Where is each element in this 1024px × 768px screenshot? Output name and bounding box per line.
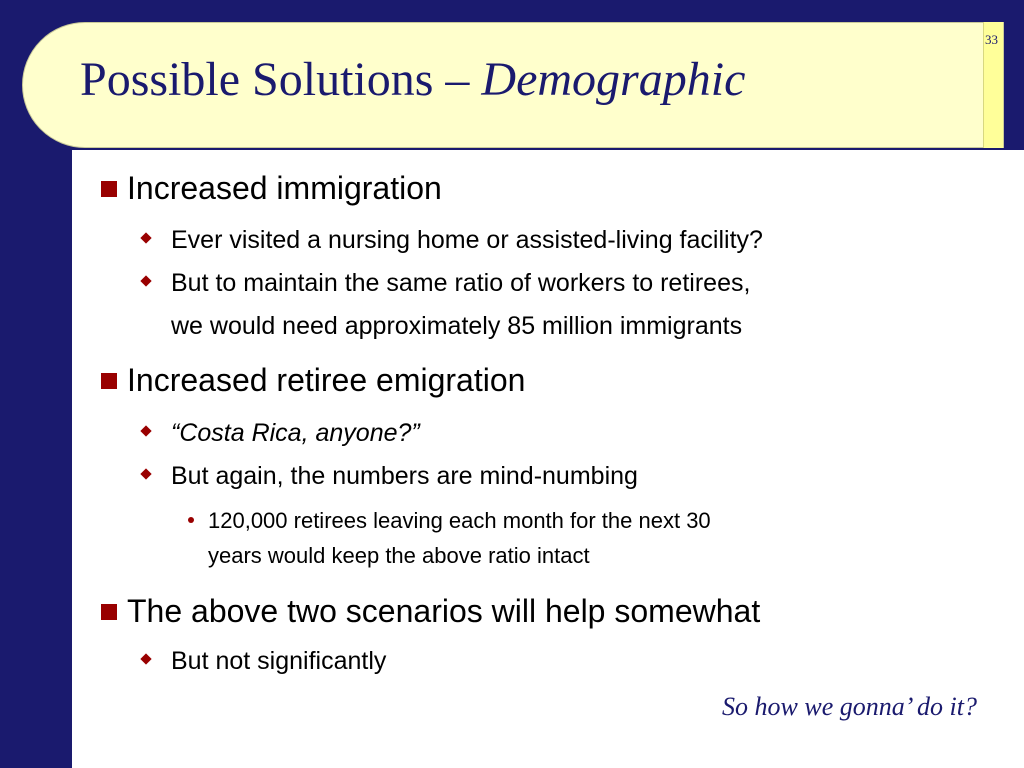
dot-bullet-icon — [188, 517, 194, 523]
sub-bullet-label: “Costa Rica, anyone?” — [171, 419, 420, 447]
bullet-label: Increased retiree emigration — [127, 362, 526, 398]
slide-title-main: Possible Solutions – — [80, 53, 482, 106]
detail-bullet-label-line2: years would keep the above ratio intact — [208, 543, 590, 568]
bullet-two-scenarios — [127, 595, 760, 627]
bullet-increased-immigration — [127, 172, 442, 204]
square-bullet-icon — [101, 181, 117, 197]
detail-bullet-retirees-continued — [208, 538, 968, 573]
slide-number: 33 — [985, 32, 998, 47]
square-bullet-icon — [101, 604, 117, 620]
bullet-label: The above two scenarios will help somewhat — [127, 593, 761, 629]
sub-bullet-nursing-home — [171, 219, 991, 261]
sub-bullet-ratio — [171, 262, 991, 304]
sub-bullet-label: Ever visited a nursing home or assisted-living facility? — [171, 226, 763, 254]
detail-bullet-label-line1: 120,000 retirees leaving each month for the next 30 — [208, 508, 711, 533]
slide-title-emphasis: Demographic — [481, 53, 746, 106]
sub-bullet-costa-rica — [171, 412, 991, 454]
slide-title — [80, 53, 746, 106]
sub-bullet-not-significantly — [171, 640, 991, 682]
sub-bullet-label: But again, the numbers are mind-numbing — [171, 462, 638, 490]
square-bullet-icon — [101, 373, 117, 389]
sub-bullet-label-line2: we would need approximately 85 million immigrants — [171, 312, 743, 340]
sub-bullet-label-line1: But to maintain the same ratio of workers to retirees, — [171, 269, 751, 297]
detail-bullet-retirees — [208, 503, 968, 538]
closing-question: So how we gonna’ do it? — [722, 692, 977, 721]
bullet-retiree-emigration — [127, 364, 525, 396]
sub-bullet-mind-numbing — [171, 455, 991, 497]
bullet-label: Increased immigration — [127, 170, 442, 206]
sub-bullet-label: But not significantly — [171, 647, 387, 675]
sub-bullet-ratio-continued — [171, 305, 991, 347]
